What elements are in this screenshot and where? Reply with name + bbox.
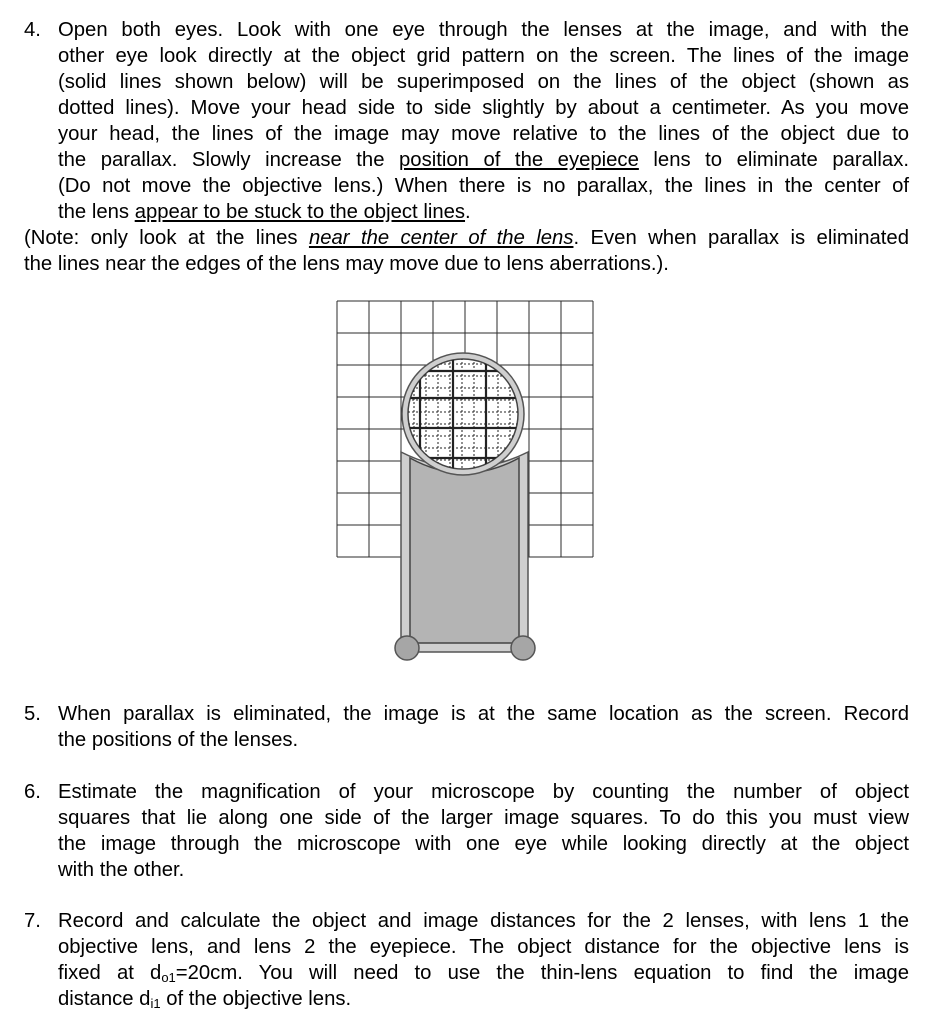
eyepiece-position-emphasis: position of the eyepiece: [399, 149, 639, 171]
step-4-line-6-start: the parallax. Slowly increase the: [58, 149, 385, 171]
step-5-line-2: the positions of the lenses.: [58, 729, 299, 751]
step-4-line-2: other eye look directly at the object grid pattern on the screen. The lines of the image: [58, 45, 909, 67]
step-4-line-8-start: the lens: [58, 201, 130, 223]
step-4-number: 4.: [24, 19, 41, 41]
step-7-line-3-end: =20cm. You will need to use the thin-lens equation to find the image: [175, 962, 909, 984]
step-7-line-1: Record and calculate the object and image distances for the 2 lenses, with lens 1 the: [58, 910, 909, 932]
step-4-line-1: Open both eyes. Look with one eye through the lenses at the image, and with the: [58, 19, 909, 41]
left-knob: [395, 636, 419, 660]
step-7-line-4-start: distance d: [58, 988, 151, 1010]
step-7-line-3-start: fixed at d: [58, 962, 162, 984]
object-distance-subscript: o1: [161, 970, 176, 985]
step-6-line-4: with the other.: [58, 859, 185, 881]
step-4-line-5: your head, the lines of the image may move relative to the lines of the object due to: [58, 123, 909, 145]
step-4-line-7: (Do not move the objective lens.) When there is no parallax, the lines in the center of: [58, 175, 909, 197]
step-7-line-3: [58, 960, 909, 986]
step-5-line-1: When parallax is eliminated, the image is at the same location as the screen. Record: [58, 703, 909, 725]
step-7-line-4: [58, 986, 351, 1012]
lens-center-emphasis: near the center of the lens: [308, 227, 574, 249]
lens-tube-inner: [410, 458, 519, 643]
step-7-line-4-end: of the objective lens.: [166, 988, 352, 1010]
step-6-line-3: the image through the microscope with one eye while looking directly at the object: [58, 833, 909, 855]
step-4-line-4: dotted lines). Move your head side to side slightly by about a centimeter. As you move: [58, 97, 909, 119]
step-4-line-3: (solid lines shown below) will be superimposed on the lines of the object (shown as: [58, 71, 909, 93]
note-line-2: the lines near the edges of the lens may move due to lens aberrations.).: [24, 253, 669, 275]
note-line-1-end: . Even when parallax is eliminated: [573, 227, 909, 249]
step-6-line-1: Estimate the magnification of your microscope by counting the number of object: [58, 781, 909, 803]
microscope-body: [395, 350, 535, 660]
image-distance-subscript: i1: [150, 996, 161, 1011]
step-7-line-2: objective lens, and lens 2 the eyepiece. The object distance for the objective lens is: [58, 936, 909, 958]
step-6-line-2: squares that lie along one side of the larger image squares. To do this you must view: [58, 807, 909, 829]
note-line-1-start: (Note: only look at the lines: [24, 227, 298, 249]
step-7-number: 7.: [24, 910, 41, 932]
step-4-line-6-end: lens to eliminate parallax.: [653, 149, 909, 171]
right-knob: [511, 636, 535, 660]
stuck-lines-emphasis: appear to be stuck to the object lines: [134, 201, 466, 223]
step-6-number: 6.: [24, 781, 41, 803]
step-4-line-8-end: .: [465, 201, 471, 223]
step-5-number: 5.: [24, 703, 41, 725]
